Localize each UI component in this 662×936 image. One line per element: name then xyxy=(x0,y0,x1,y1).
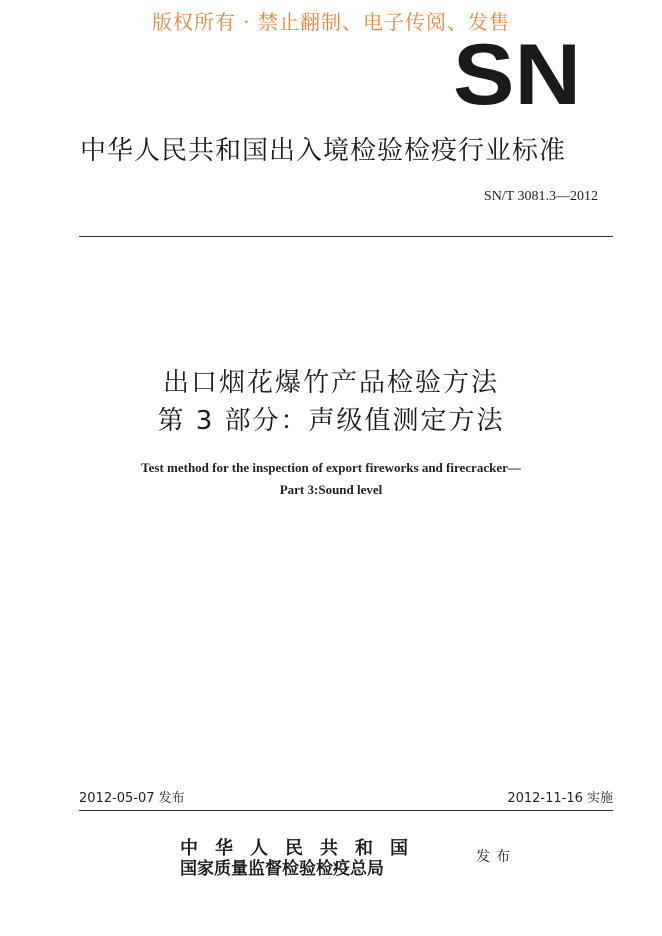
watermark-text: 版权所有 · 禁止翻制、电子传阅、发售 xyxy=(151,10,511,34)
bottom-divider xyxy=(79,810,613,811)
title-en-line1: Test method for the inspection of export fireworks and firecracker— xyxy=(141,460,521,475)
top-divider xyxy=(79,236,613,237)
title-cn-line2: 第 3 部分：声级值测定方法 xyxy=(157,406,505,436)
implement-date: 2012-11-16 实施 xyxy=(507,791,613,806)
sn-logo xyxy=(452,40,582,108)
title-cn-line1: 出口烟花爆竹产品检验方法 xyxy=(162,368,499,398)
org-title: 中华人民共和国出入境检验检疫行业标准 xyxy=(80,136,567,166)
issuer-line2: 国家质量监督检验检疫总局 xyxy=(180,859,384,879)
issue-date: 2012-05-07 发布 xyxy=(79,791,185,806)
sn-logo-text: SN xyxy=(453,40,581,108)
issuer-line1: 中华人民共和国 xyxy=(180,838,425,859)
standard-code: SN/T 3081.3—2012 xyxy=(483,189,598,204)
issue-label: 发布 xyxy=(476,849,516,865)
title-en-line2: Part 3:Sound level xyxy=(279,482,383,497)
